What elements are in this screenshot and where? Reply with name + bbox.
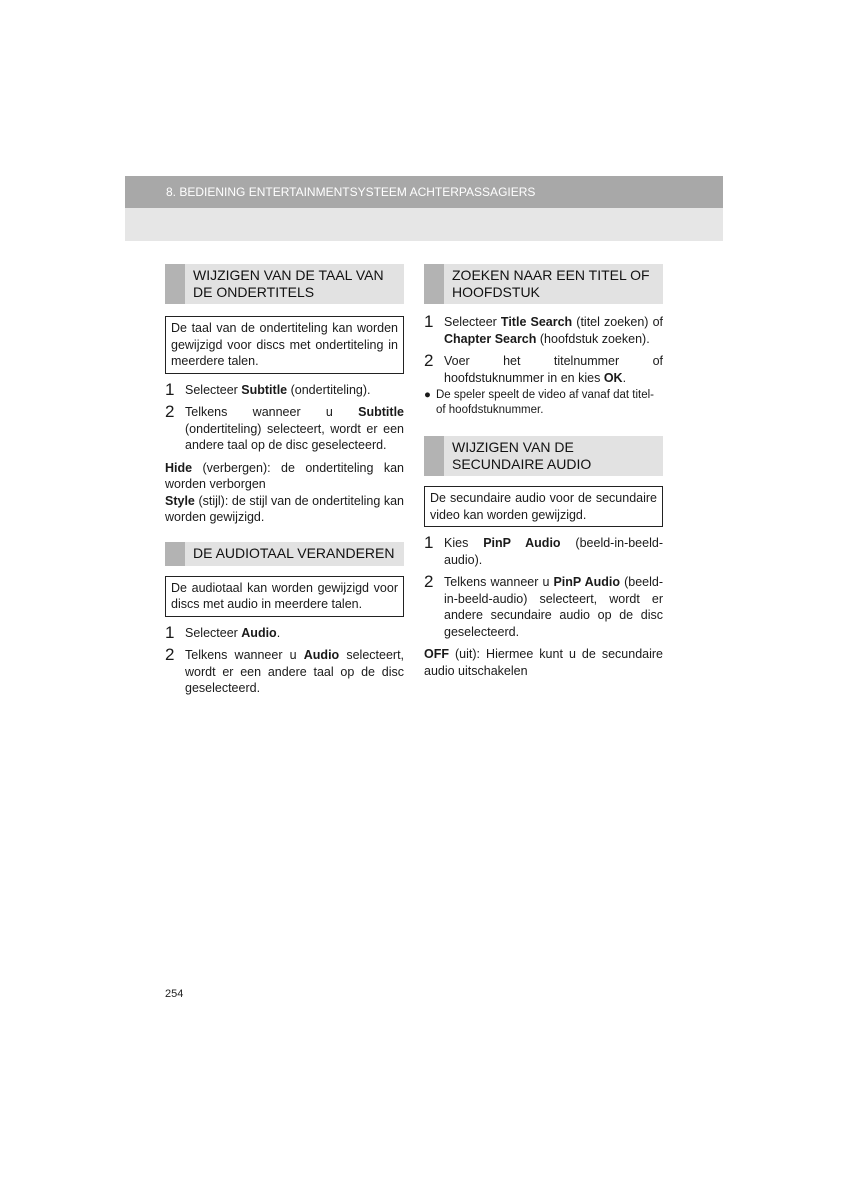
ui-term: PinP Audio [483,536,561,550]
note-text: De speler speelt de video af vanaf dat titel- of hoofdstuknummer. [436,389,654,416]
step-list [165,622,405,697]
ui-term: Title Search [500,315,573,329]
step-number: 1 [424,312,434,331]
section-heading-audio-language [165,542,404,566]
chapter-title: 8. BEDIENING ENTERTAINMENTSYSTEEM ACHTERPASSAGIERS [166,185,536,199]
step-text: Telkens wanneer u PinP Audio (beeld-in-beeld-audio) selecteert, wordt er andere secundaire audio op de disc geselecteerd. [444,575,663,639]
step-item [165,404,404,454]
section-title: WIJZIGEN VAN DE TAAL VAN DE ONDERTITELS [193,267,384,300]
section-heading-subtitle-language [165,264,404,304]
bullet-icon: ● [424,389,431,401]
step-text: Selecteer Subtitle (ondertiteling). [185,382,371,397]
section-heading-secondary-audio [424,436,663,476]
step-number: 1 [165,622,175,642]
step-item [424,535,663,568]
step-text: Selecteer Title Search (titel zoeken) of Chapter Search (hoofdstuk zoeken). [444,315,664,346]
step-text: Selecteer Audio. [185,625,281,640]
ui-term: PinP Audio [553,575,621,589]
ui-term: Chapter Search [444,331,537,346]
step-list [165,379,404,454]
step-item [424,353,663,386]
step-number: 2 [424,572,434,591]
step-number: 2 [165,402,175,421]
step-text: Telkens wanneer u Audio selecteert, wordt er een andere taal op de disc geselecteerd. [185,648,405,695]
page-number: 254 [165,988,184,1000]
section-heading-title-search [424,264,663,304]
step-number: 2 [424,351,434,370]
step-item [424,574,663,640]
ui-term: Subtitle [241,382,288,397]
header-band [125,208,723,241]
section-intro-box: De audiotaal kan worden gewijzigd voor discs met audio in meerdere talen. [165,576,404,617]
step-text: Voer het titelnummer of hoofdstuknummer in en kies OK. [444,354,663,385]
step-item [424,314,663,347]
step-item [165,379,404,399]
ui-term: OK [603,370,623,385]
step-number: 1 [424,533,434,552]
section-title: DE AUDIOTAAL VERANDEREN [193,545,395,561]
section-title: WIJZIGEN VAN DE SECUNDAIRE AUDIO [452,439,592,472]
step-list [424,314,663,386]
step-number: 2 [165,645,175,664]
section-title: ZOEKEN NAAR EEN TITEL OF HOOFDSTUK [452,267,650,300]
note-bullet [424,388,663,418]
step-text: Telkens wanneer u Subtitle (ondertiteling) selecteert, wordt er een andere taal op de disc geselecteerd. [185,405,404,452]
section-intro-box: De secundaire audio voor de secundaire video kan worden gewijzigd. [424,486,663,527]
step-item [165,647,404,697]
step-number: 1 [165,379,175,399]
step-list [424,535,663,640]
chapter-header [125,176,723,208]
section-intro-box: De taal van de ondertiteling kan worden gewijzigd voor discs met ondertiteling in meerdere talen. [165,316,404,374]
ui-term: Audio [303,648,340,662]
definition-off: OFF (uit): Hiermee kunt u de secundaire audio uitschakelen [424,647,663,678]
step-item [165,622,404,642]
definition-style: Style (stijl): de stijl van de ondertiteling kan worden gewijzigd. [165,493,404,524]
step-text: Kies PinP Audio (beeld-in-beeld-audio). [444,536,663,567]
left-column [165,264,404,703]
ui-term: Subtitle [358,405,404,419]
right-column [424,264,663,679]
definition-hide: Hide (verbergen): de ondertiteling kan worden verborgen [165,460,404,491]
ui-term: Audio [241,625,277,640]
